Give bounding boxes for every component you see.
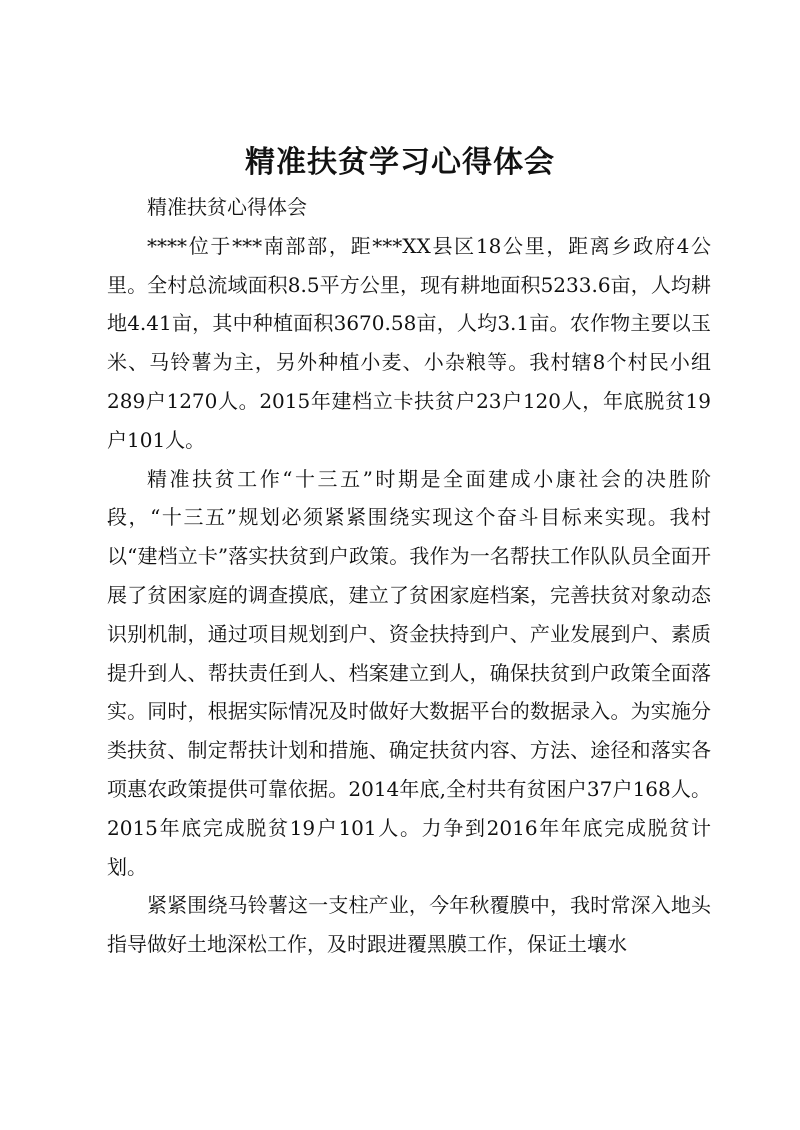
village-overview-paragraph: ****位于***南部部，距***XX县区18公里，距离乡政府4公里。全村总流域面积8.5平方公里，现有耕地面积5233.6亩，人均耕地4.41亩，其中种植面积3670.58亩，人均3.1亩。农作物主要以玉米、马铃薯为主，另外种植小麦、小杂粮等。我村辖8个村民小组289户1270人。2015年建档立卡扶贫户23户120人，年底脱贫19户101人。: [107, 233, 711, 452]
poverty-work-paragraph: 精准扶贫工作“十三五”时期是全面建成小康社会的决胜阶段，“十三五”规划必须紧紧围绕实现这个奋斗目标来实现。我村以“建档立卡”落实扶贫到户政策。我作为一名帮扶工作队队员全面开展了贫困家庭的调查摸底，建立了贫困家庭档案，完善扶贫对象动态识别机制，通过项目规划到户、资金扶持到户、产业发展到户、素质提升到人、帮扶责任到人、档案建立到人，确保扶贫到户政策全面落实。同时，根据实际情况及时做好大数据平台的数据录入。为实施分类扶贫、制定帮扶计划和措施、确定扶贫内容、方法、途径和落实各项惠农政策提供可靠依据。2014年底,全村共有贫困户37户168人。2015年底完成脱贫19户101人。力争到2016年年底完成脱贫计划。: [107, 466, 711, 879]
document-body: [107, 188, 711, 964]
subtitle-paragraph: 精准扶贫心得体会: [147, 195, 307, 219]
potato-industry-paragraph: 紧紧围绕马铃薯这一支柱产业，今年秋覆膜中，我时常深入地头指导做好土地深松工作，及时跟进覆黑膜工作，保证土壤水: [107, 893, 711, 957]
document-title: 精准扶贫学习心得体会: [245, 145, 555, 180]
